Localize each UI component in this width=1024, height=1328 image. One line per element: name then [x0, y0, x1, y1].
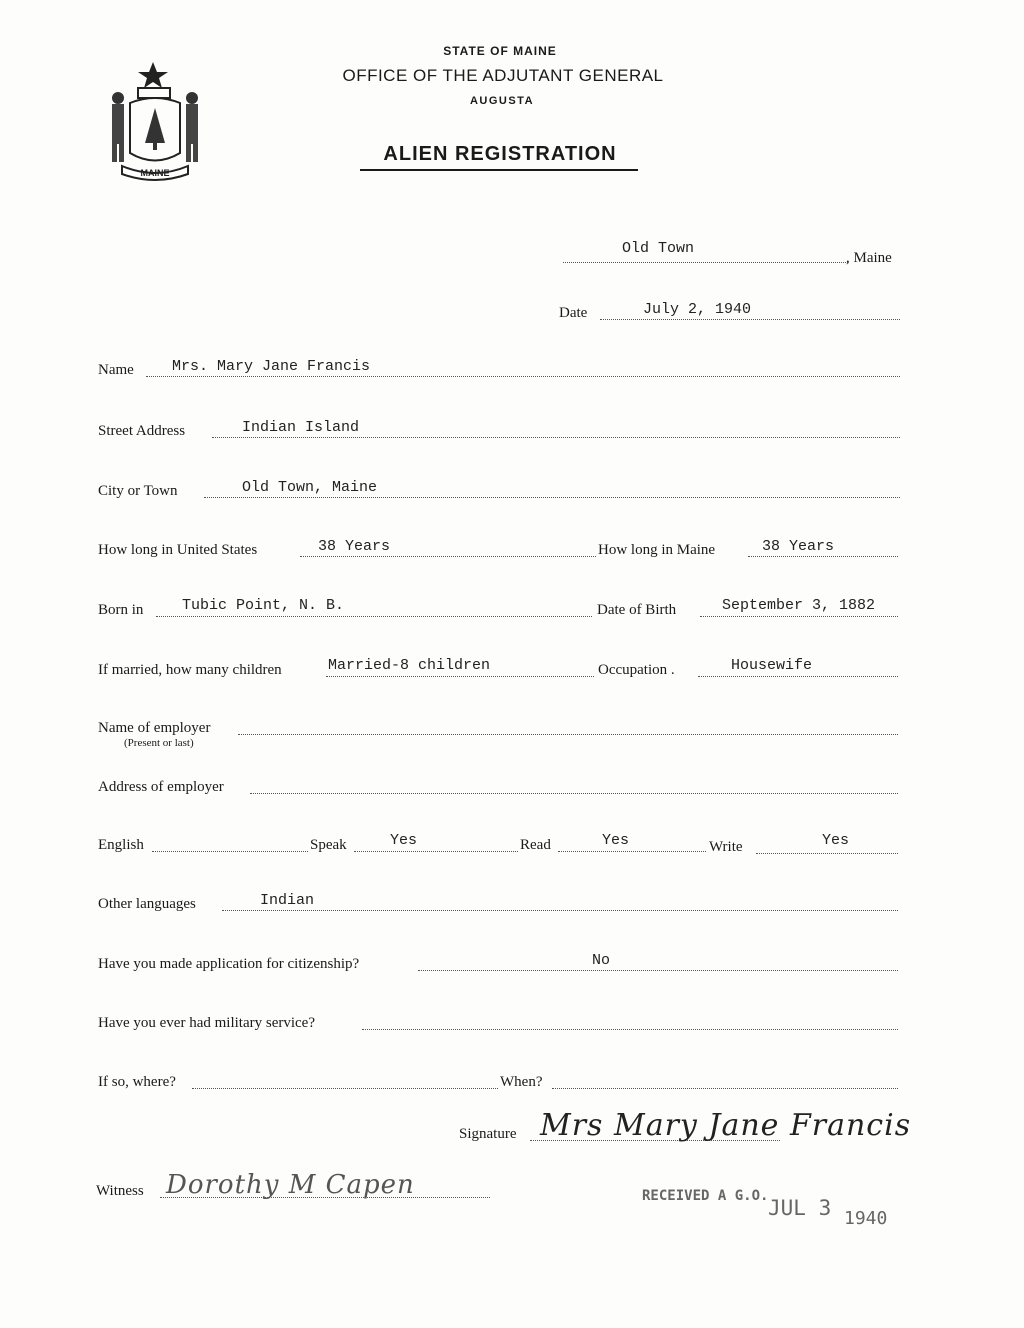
- received-stamp-text: RECEIVED A G.O.: [642, 1188, 769, 1204]
- date-of-birth-line: [700, 616, 898, 617]
- military-line: [362, 1029, 898, 1030]
- military-label: Have you ever had military service?: [98, 1015, 315, 1031]
- street-line: [212, 437, 900, 438]
- location-state-label: , Maine: [846, 250, 892, 266]
- employer-name-label: Name of employer: [98, 720, 211, 736]
- occupation-label: Occupation .: [598, 662, 675, 678]
- where-line: [192, 1088, 498, 1089]
- street-label: Street Address: [98, 423, 186, 439]
- born-in-line: [156, 616, 592, 617]
- occupation-value: Housewife: [731, 657, 813, 674]
- how-long-us-line: [300, 556, 596, 557]
- date-of-birth-value: September 3, 1882: [722, 597, 876, 614]
- date-label: Date: [559, 305, 588, 321]
- speak-line: [354, 851, 518, 852]
- date-value: July 2, 1940: [643, 301, 752, 318]
- date-of-birth-label: Date of Birth: [597, 602, 677, 618]
- office-heading: OFFICE OF THE ADJUTANT GENERAL: [342, 66, 664, 85]
- born-in-label: Born in: [98, 602, 144, 618]
- other-languages-line: [222, 910, 898, 911]
- name-label: Name: [98, 362, 134, 378]
- speak-label: Speak: [310, 837, 347, 853]
- occupation-line: [698, 676, 898, 677]
- english-label: English: [98, 837, 144, 853]
- witness-label: Witness: [96, 1183, 144, 1199]
- write-value: Yes: [822, 832, 850, 849]
- when-line: [552, 1088, 898, 1089]
- read-line: [558, 851, 706, 852]
- received-stamp-year: 1940: [844, 1208, 888, 1229]
- location-line: [563, 262, 848, 263]
- signature-label: Signature: [459, 1126, 517, 1142]
- form-title: ALIEN REGISTRATION: [383, 143, 617, 165]
- where-label: If so, where?: [98, 1074, 176, 1090]
- citizenship-label: Have you made application for citizenship?: [98, 956, 360, 972]
- how-long-maine-line: [748, 556, 898, 557]
- write-label: Write: [709, 839, 743, 855]
- when-label: When?: [500, 1074, 543, 1090]
- witness-handwriting: Dorothy M Capen: [166, 1170, 415, 1200]
- how-long-us-label: How long in United States: [98, 542, 258, 558]
- how-long-maine-label: How long in Maine: [598, 542, 716, 558]
- location-town-value: Old Town: [622, 240, 695, 257]
- children-line: [326, 676, 594, 677]
- employer-address-label: Address of employer: [98, 779, 224, 795]
- city-value: Old Town, Maine: [242, 479, 378, 496]
- born-in-value: Tubic Point, N. B.: [182, 597, 345, 614]
- city-line: [204, 497, 900, 498]
- how-long-us-value: 38 Years: [318, 538, 391, 555]
- name-value: Mrs. Mary Jane Francis: [172, 358, 371, 375]
- state-heading: STATE OF MAINE: [443, 44, 557, 58]
- city-heading: AUGUSTA: [469, 95, 535, 107]
- svg-text:MAINE: MAINE: [140, 168, 170, 178]
- signature-handwriting: Mrs Mary Jane Francis: [540, 1108, 912, 1143]
- citizenship-value: No: [592, 952, 611, 969]
- read-value: Yes: [602, 832, 630, 849]
- name-line: [146, 376, 900, 377]
- citizenship-line: [418, 970, 898, 971]
- how-long-maine-value: 38 Years: [762, 538, 835, 555]
- write-line: [756, 853, 898, 854]
- children-value: Married-8 children: [328, 657, 491, 674]
- title-underline: [360, 169, 638, 171]
- employer-name-line: [238, 734, 898, 735]
- employer-address-line: [250, 793, 898, 794]
- children-label: If married, how many children: [98, 662, 282, 678]
- date-line: [600, 319, 900, 320]
- city-label: City or Town: [98, 483, 178, 499]
- street-value: Indian Island: [242, 419, 360, 436]
- other-languages-value: Indian: [260, 892, 315, 909]
- other-languages-label: Other languages: [98, 896, 196, 912]
- received-stamp-date: JUL 3: [768, 1196, 832, 1220]
- english-line: [152, 851, 308, 852]
- speak-value: Yes: [390, 832, 418, 849]
- read-label: Read: [520, 837, 551, 853]
- employer-name-sublabel: (Present or last): [124, 737, 194, 749]
